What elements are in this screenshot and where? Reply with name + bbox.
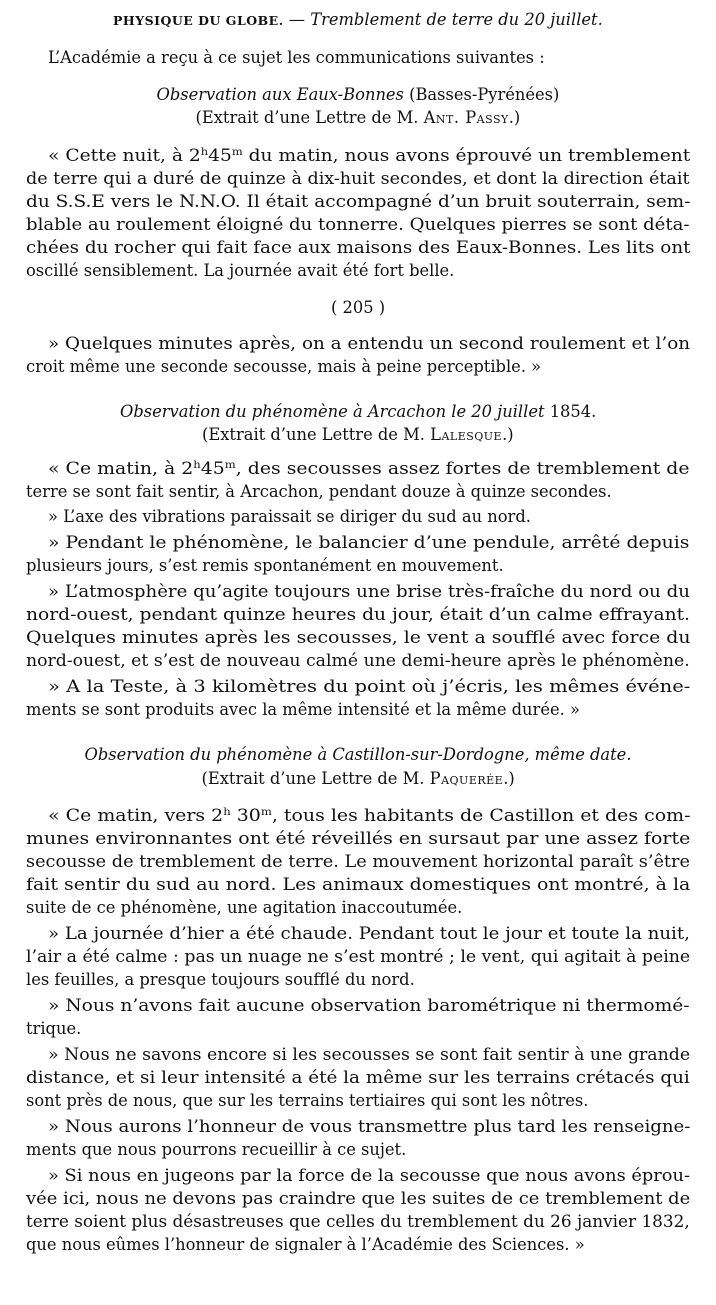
paragraph-line: chées du rocher qui fait face aux maisons des Eaux-Bonnes. Les lits ont [26,238,691,257]
header-dash: — [283,10,311,29]
section-title: Tremblement de terre du 20 juillet. [310,10,603,29]
superscript: m [260,807,272,818]
paragraph-line: l’air a été calme : pas un nuage ne s’est montré ; le vent, qui agitait à peine [26,947,691,966]
obs3-extract-line [202,768,515,790]
paragraph-line [48,458,690,480]
obs3-heading [85,744,632,766]
superscript: h [193,460,201,471]
obs2-heading [120,401,596,423]
paragraph-line: nord-ouest, et s’est de nouveau calmé une demi-heure après le phénomène. [26,651,690,670]
paragraph-line: de terre qui a duré de quinze à dix-huit secondes, et dont la direction était [26,169,690,188]
paragraph-line: » Quelques minutes après, on a entendu un second roulement et l’on [48,334,691,353]
obs2-heading-year: 1854. [544,402,597,421]
obs1-heading-location: (Basses-Pyrénées) [403,85,560,104]
superscript: m [224,460,236,471]
paragraph-line: terre soient plus désastreuses que celles du tremblement du 26 janvier 1832, [26,1212,690,1231]
paragraph-line: ments que nous pourrons recueillir à ce sujet. [26,1140,407,1159]
paragraph-line: munes environnantes ont été réveillés en sursaut par une assez forte [26,829,691,848]
obs3-heading-italic: Observation du phénomène à Castillon-sur-Dordogne, même date. [84,745,632,764]
paragraph-line: distance, et si leur intensité a été la même sur les terrains crétacés qui [26,1068,690,1087]
paragraph-line: » Pendant le phénomène, le balancier d’une pendule, arrêté depuis [48,533,690,552]
superscript: h [223,807,231,818]
text-fragment: du matin, nous avons éprouvé un tremblement [242,146,691,165]
obs1-extract-prefix: (Extrait d’une Lettre de M. [195,108,424,127]
text-fragment: 30 [230,806,261,825]
paragraph-line: secousse de tremblement de terre. Le mouvement horizontal paraît s’être [26,852,690,871]
section-label: PHYSIQUE DU GLOBE. [113,13,284,28]
paragraph-line: » La journée d’hier a été chaude. Pendant tout le jour et toute la nuit, [48,924,690,943]
text-fragment: « Ce matin, à 2 [48,459,194,478]
running-header [113,9,603,31]
paragraph-line: trique. [26,1019,82,1038]
paragraph-line: plusieurs jours, s’est remis spontanément en mouvement. [26,556,504,575]
text-fragment: 45 [208,146,232,165]
paragraph-line: fait sentir du sud au nord. Les animaux domestiques ont montré, à la [26,875,691,894]
paragraph-line: sont près de nous, que sur les terrains tertiaires qui sont les nôtres. [26,1091,589,1110]
paragraph-line: vée ici, nous ne devons pas craindre que les suites de ce tremblement de [26,1189,691,1208]
paragraph-line: suite de ce phénomène, une agitation inaccoutumée. [26,898,463,917]
paragraph-line: terre se sont fait sentir, à Arcachon, pendant douze à quinze secondes. [26,482,612,501]
paragraph-line: Quelques minutes après les secousses, le vent a soufflé avec force du [26,628,691,647]
paragraph-line: ments se sont produits avec la même intensité et la même durée. » [26,700,580,719]
paragraph-line: que nous eûmes l’honneur de signaler à l’Académie des Sciences. » [26,1235,585,1254]
obs2-author: Lalesque [430,425,503,444]
paragraph-line: » L’atmosphère qu’agite toujours une brise très-fraîche du nord ou du [48,582,690,601]
paragraph-line: les feuilles, a presque toujours soufflé du nord. [26,970,415,989]
paragraph-line: blable au roulement éloigné du tonnerre. Quelques pierres se sont déta- [26,215,690,234]
paragraph-line: » Nous n’avons fait aucune observation barométrique ni thermomé- [48,996,690,1015]
obs1-author: Ant. Passy [423,108,509,127]
page-number: ( 205 ) [331,298,386,317]
text-fragment: , tous les habitants de Castillon et des com- [271,806,691,825]
obs2-heading-italic: Observation du phénomène à Arcachon le 20 juillet [120,402,545,421]
obs3-author: Paquerée [429,769,504,788]
intro-line: L’Académie a reçu à ce sujet les communications suivantes : [48,48,545,67]
paragraph-line: » L’axe des vibrations paraissait se diriger du sud au nord. [48,507,531,526]
paragraph-line: » A la Teste, à 3 kilomètres du point où j’écris, les mêmes événe- [48,677,691,696]
obs1-extract-suffix: .) [508,108,521,127]
paragraph-line: » Si nous en jugeons par la force de la secousse que nous avons éprou- [48,1166,691,1185]
paragraph-line [48,145,690,167]
obs3-extract-suffix: .) [503,769,515,788]
obs1-heading [157,84,560,106]
text-fragment: « Ce matin, vers 2 [48,806,224,825]
paragraph-line: croit même une seconde secousse, mais à peine perceptible. » [26,357,542,376]
obs2-extract-prefix: (Extrait d’une Lettre de M. [202,425,431,444]
obs2-extract-suffix: .) [502,425,514,444]
paragraph-line: nord-ouest, pendant quinze heures du jour, était d’un calme effrayant. [26,605,690,624]
obs3-extract-prefix: (Extrait d’une Lettre de M. [201,769,430,788]
paragraph-line: » Nous aurons l’honneur de vous transmettre plus tard les renseigne- [48,1117,691,1136]
paragraph-line: » Nous ne savons encore si les secousses se sont fait sentir à une grande [48,1045,691,1064]
obs2-extract-line [202,424,514,446]
obs1-extract-line [196,107,521,129]
paragraph-line: du S.S.E vers le N.N.O. Il était accompagné d’un bruit souterrain, sem- [26,192,691,211]
superscript: m [231,147,243,158]
obs1-heading-italic: Observation aux Eaux-Bonnes [156,85,404,104]
superscript: h [200,147,209,158]
paragraph-line: oscillé sensiblement. La journée avait été fort belle. [26,261,455,280]
text-fragment: 45 [200,459,225,478]
text-fragment: , des secousses assez fortes de tremblement de [235,459,690,478]
paragraph-line [48,805,690,827]
text-fragment: « Cette nuit, à 2 [48,146,201,165]
